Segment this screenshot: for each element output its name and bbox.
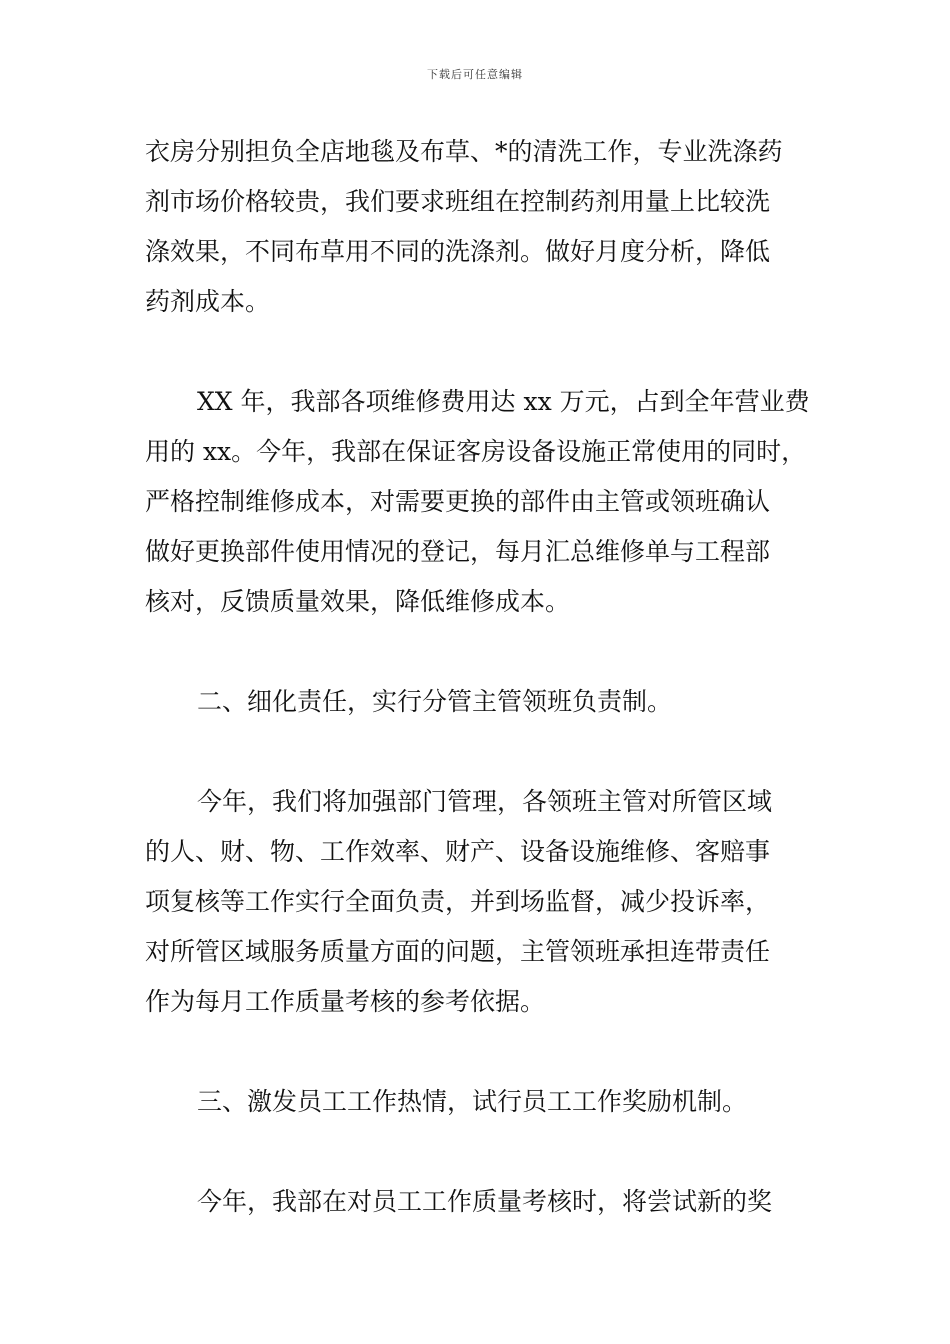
section-heading-two — [145, 677, 825, 727]
text-line: 对所管区域服务质量方面的问题，主管领班承担连带责任 — [145, 937, 771, 966]
section-heading-three — [145, 1077, 825, 1127]
text-line: XX 年，我部各项维修费用达 xx 万元，占到全年营业费 — [197, 387, 810, 416]
document-body — [145, 127, 825, 1277]
heading-line: 三、激发员工工作热情，试行员工工作奖励机制。 — [197, 1087, 748, 1116]
paragraph-laundry-cost — [145, 127, 825, 327]
text-line: 的人、财、物、工作效率、财产、设备设施维修、客赔事 — [145, 837, 771, 866]
text-line: 作为每月工作质量考核的参考依据。 — [145, 987, 546, 1016]
text-line: 核对，反馈质量效果，降低维修成本。 — [145, 587, 571, 616]
paragraph-responsibility — [145, 777, 825, 1027]
paragraph-incentive — [145, 1177, 825, 1227]
text-line: 严格控制维修成本，对需要更换的部件由主管或领班确认 — [145, 487, 771, 516]
text-line: 药剂成本。 — [145, 287, 271, 316]
text-line: 项复核等工作实行全面负责，并到场监督，减少投诉率， — [145, 887, 771, 916]
text-line: 衣房分别担负全店地毯及布草、*的清洗工作，专业洗涤药 — [145, 137, 783, 166]
paragraph-maintenance-cost — [145, 377, 825, 627]
header-note: 下载后可任意编辑 — [427, 68, 523, 81]
text-line: 今年，我们将加强部门管理，各领班主管对所管区域 — [197, 787, 773, 816]
text-line: 用的 xx。今年，我部在保证客房设备设施正常使用的同时， — [145, 437, 807, 466]
heading-line: 二、细化责任，实行分管主管领班负责制。 — [197, 687, 673, 716]
text-line: 今年，我部在对员工工作质量考核时，将尝试新的奖 — [197, 1187, 773, 1216]
text-line: 做好更换部件使用情况的登记，每月汇总维修单与工程部 — [145, 537, 771, 566]
text-line: 剂市场价格较贵，我们要求班组在控制药剂用量上比较洗 — [145, 187, 771, 216]
text-line: 涤效果，不同布草用不同的洗涤剂。做好月度分析，降低 — [145, 237, 771, 266]
